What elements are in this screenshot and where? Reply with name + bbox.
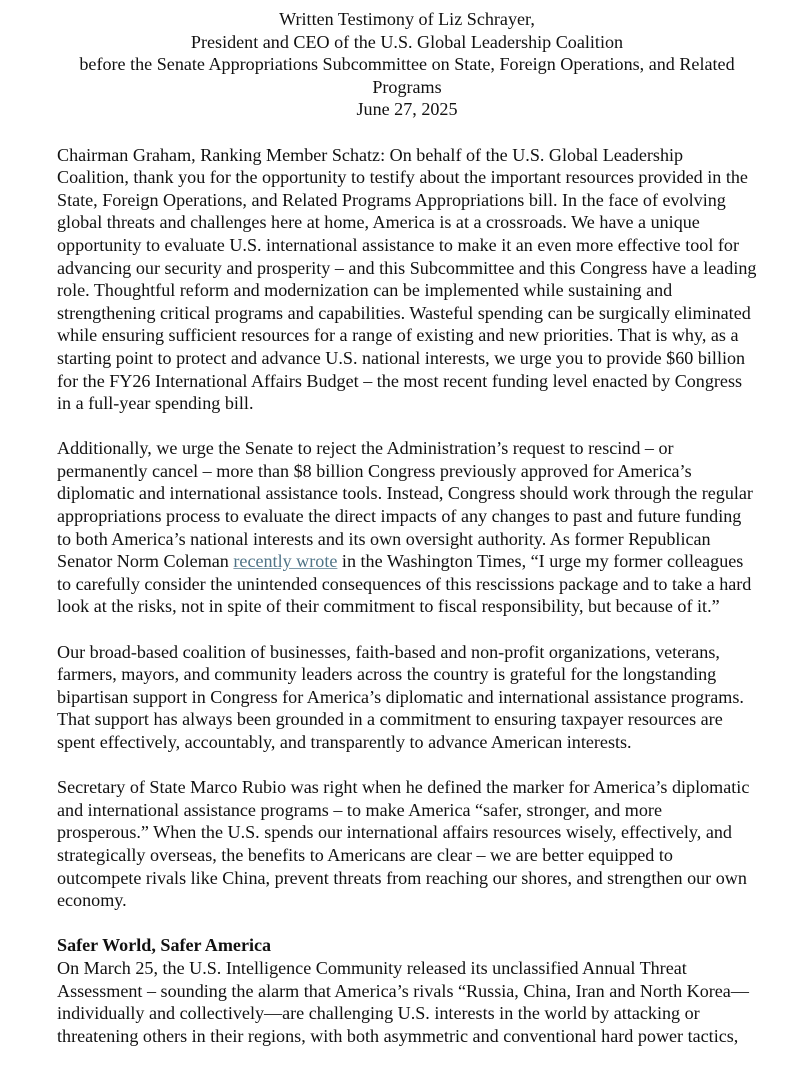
testimony-header [57,8,757,121]
paragraph-text: in the Washington Times, “I urge my former colleagues to carefully consider the unintended consequences of this rescissions package and to take a hard look at the risks, not in spite of their commitment to fiscal responsibility, but because of it.” [57,551,752,617]
header-committee-line: before the Senate Appropriations Subcommittee on State, Foreign Operations, and Related [79,54,735,75]
section-safer-world [57,934,757,1047]
recently-wrote-link[interactable]: recently wrote [233,551,338,572]
header-committee-line-cont: Programs [372,76,442,97]
header-title-line: Written Testimony of Liz Schrayer, [279,9,535,29]
document-page [57,8,757,1070]
section-paragraph: On March 25, the U.S. Intelligence Community released its unclassified Annual Threat Assessment – sounding the alarm that America’s rivals “Russia, China, Iran and North Korea—individually and collectively—are challenging U.S. interests in the world by attacking or threatening others in their regions, with both asymmetric and conventional hard power tactics, [57,957,749,1046]
header-role-line: President and CEO of the U.S. Global Leadership Coalition [190,31,624,52]
paragraph-coalition: Our broad-based coalition of businesses, faith-based and non-profit organizations, veterans, farmers, mayors, and community leaders across the country is grateful for the longstanding bipartisan support in Congress for America’s diplomatic and international assistance programs. That support has always been grounded in a commitment to ensuring taxpayer resources are spent effectively, accountably, and transparently to advance American interests. [57,641,744,752]
header-date: June 27, 2025 [356,99,458,120]
paragraph-rescission [57,437,757,618]
paragraph-text: Additionally, we urge the Senate to reject the Administration’s request to rescind – or permanently cancel – more than $8 billion Congress previously approved for America’s diplomatic and international assistance tools. Instead, Congress should work through the regular appropriations process to evaluate the direct impacts of any changes to past and future funding to both America’s national interests and its own oversight authority. As former Republican Senator Norm Coleman [57,438,753,572]
section-heading: Safer World, Safer America [57,935,272,956]
paragraph-rubio: Secretary of State Marco Rubio was right when he defined the marker for America’s diplomatic and international assistance programs – to make America “safer, stronger, and more prosperous.” When the U.S. spends our international affairs resources wisely, effectively, and strategically overseas, the benefits to Americans are clear – we are better equipped to outcompete rivals like China, prevent threats from reaching our shores, and strengthen our own economy. [57,777,750,911]
paragraph-opening: Chairman Graham, Ranking Member Schatz: On behalf of the U.S. Global Leadership Coalition, thank you for the opportunity to testify about the important resources provided in the State, Foreign Operations, and Related Programs Appropriations bill. In the face of evolving global threats and challenges here at home, America is at a crossroads. We have a unique opportunity to evaluate U.S. international assistance to make it an even more effective tool for advancing our security and prosperity – and this Subcommittee and this Congress have a leading role. Thoughtful reform and modernization can be implemented while sustaining and strengthening critical programs and capabilities. Wasteful spending can be surgically eliminated while ensuring sufficient resources for a range of existing and new priorities. That is why, as a starting point to protect and advance U.S. national interests, we urge you to provide $60 billion for the FY26 International Affairs Budget – the most recent funding level enacted by Congress in a full-year spending bill. [57,144,757,414]
